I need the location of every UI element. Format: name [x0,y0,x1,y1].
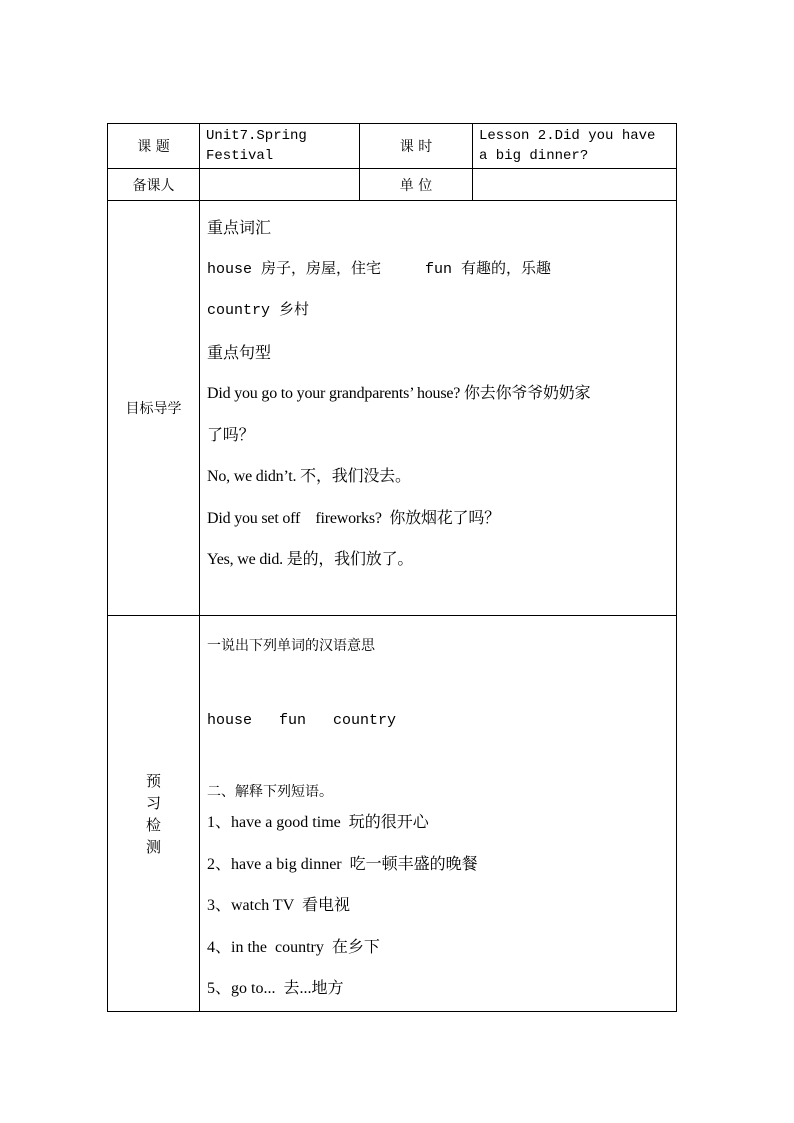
lesson-plan-table [107,123,677,1012]
vocab-house: house 房子，房屋，住宅 [207,260,382,278]
preview-row [108,616,677,1012]
header-row-2 [108,169,677,201]
header-row-1 [108,124,677,169]
unit-label: 单 位 [360,169,473,201]
vocab-title: 重点词汇 [207,218,272,237]
preview-label [108,616,200,1012]
topic-label: 课 题 [108,124,200,169]
goals-label: 目标导学 [108,201,200,616]
sentence-2: No, we didn’t. 不，我们没去。 [207,468,411,485]
teacher-label: 备课人 [108,169,200,201]
part1-words: house fun country [207,712,397,729]
preview-label-char-1: 预 [145,771,161,790]
preview-content [200,616,677,1012]
unit-value [473,169,677,201]
vocab-line-1 [207,249,670,291]
sentence-4: Yes, we did. 是的，我们放了。 [207,551,414,568]
goals-content [200,201,677,616]
sentence-1-line-1: Did you go to your grandparents’ house? 你去你爷爷奶奶家 [207,385,591,402]
preview-label-char-2: 习 [145,793,161,812]
vocab-line-2: country 乡村 [207,302,310,319]
phrase-item-5: 5、go to... 去...地方 [207,980,344,997]
phrase-item-1: 1、have a good time 玩的很开心 [207,814,429,831]
sentence-title: 重点句型 [207,342,272,362]
preview-label-char-3: 检 [145,815,161,834]
phrase-item-4: 4、in the country 在乡下 [207,938,380,956]
goals-row [108,201,677,616]
part1-title: 一说出下列单词的汉语意思 [207,638,375,654]
period-value: Lesson 2.Did you have a big dinner? [473,124,677,169]
preview-label-char-4: 测 [145,837,161,856]
teacher-value [200,169,360,201]
phrase-item-3: 3、watch TV 看电视 [207,897,350,914]
sentence-1-line-2: 了吗？ [207,426,255,444]
sentence-3: Did you set off fireworks? 你放烟花了吗？ [207,509,500,527]
phrase-list [207,802,670,1010]
phrase-item-2: 2、have a big dinner 吃一顿丰盛的晚餐 [207,855,478,873]
vocab-fun: fun 有趣的，乐趣 [425,260,552,278]
topic-value: Unit7.Spring Festival [200,124,360,169]
part2-title: 二、解释下列短语。 [207,784,333,800]
period-label: 课 时 [360,124,473,169]
